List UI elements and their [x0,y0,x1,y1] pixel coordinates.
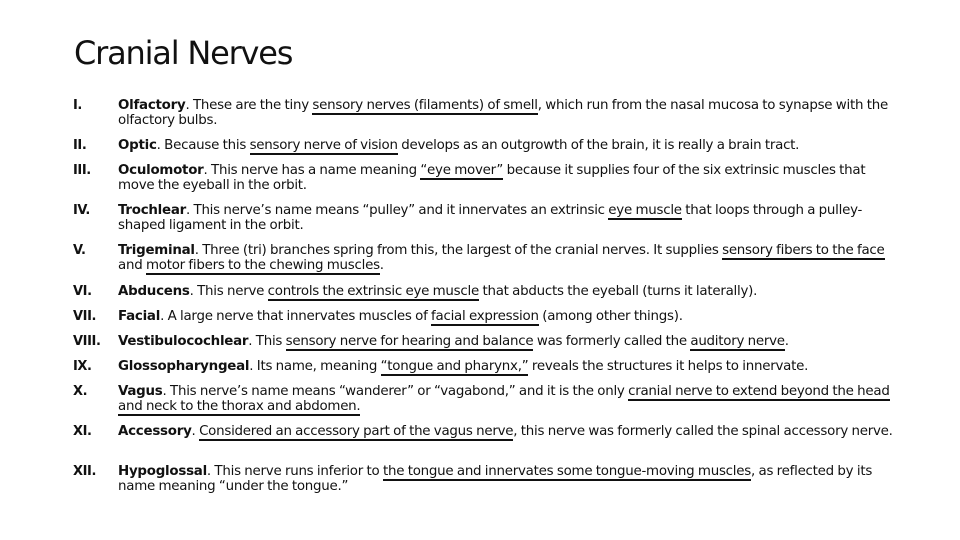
description-text: that abducts the eyeball (turns it laterally). [478,284,758,299]
nerve-name: Hypoglossal [118,464,207,479]
underlined-phrase: “tongue and pharynx,” [380,359,529,374]
nerve-description [118,359,893,374]
underlined-phrase: the tongue and innervates some tongue-moving muscles [382,464,751,479]
nerve-name: Optic [118,138,157,153]
description-text: because it supplies four of the six extrinsic muscles that move the eyeball in the orbit. [118,163,866,193]
nerve-description [118,384,893,414]
nerve-number: IV. [73,203,90,218]
nerve-description [118,464,893,494]
description-text: . Its name, meaning [249,359,381,374]
description-text: . [784,334,789,349]
nerve-name: Vagus [118,384,163,399]
nerve-name: Accessory [118,424,192,439]
nerve-description [118,163,893,193]
nerve-number: III. [73,163,91,178]
description-text: . This [248,334,286,349]
description-text: , this nerve was formerly called the spinal accessory nerve. [513,424,893,439]
nerve-name: Abducens [118,284,190,299]
description-text: . These are the tiny [185,98,313,113]
nerve-name: Oculomotor [118,163,204,178]
nerve-description [118,284,893,299]
nerve-number: XI. [73,424,92,439]
description-text: . This nerve has a name meaning [203,163,421,178]
description-text: (among other things). [538,309,683,324]
description-text: . This nerve’s name means “wanderer” or “vagabond,” and it is the only [162,384,629,399]
nerve-name: Trochlear [118,203,186,218]
nerve-number: VII. [73,309,97,324]
description-text: and [118,258,146,273]
description-text: reveals the structures it helps to innervate. [528,359,809,374]
description-text: . This nerve’s name means “pulley” and it innervates an extrinsic [186,203,609,218]
underlined-phrase: sensory nerve of vision [249,138,398,153]
nerve-number: X. [73,384,88,399]
description-text: . [379,258,384,273]
description-text: . A large nerve that innervates muscles of [160,309,432,324]
description-text: , which run from the nasal mucosa to synapse with the olfactory bulbs. [118,98,888,128]
underlined-phrase: sensory nerve for hearing and balance [285,334,534,349]
nerve-number: VI. [73,284,92,299]
nerve-number: VIII. [73,334,101,349]
underlined-phrase: sensory nerves (filaments) of smell [312,98,538,113]
underlined-phrase: cranial nerve to extend beyond the head and neck to the thorax and abdomen. [118,384,890,414]
nerve-description [118,309,893,324]
nerve-description [118,424,893,439]
nerve-number: V. [73,243,86,258]
underlined-phrase: sensory fibers to the face [722,243,885,258]
description-text: . This nerve [189,284,268,299]
nerve-number: I. [73,98,82,113]
nerve-description [118,203,893,233]
underlined-phrase: Considered an accessory part of the vagus nerve [199,424,514,439]
description-text: develops as an outgrowth of the brain, it is really a brain tract. [397,138,800,153]
nerve-name: Trigeminal [118,243,195,258]
description-text: that loops through a pulley-shaped ligament in the orbit. [118,203,863,233]
description-text: , as reflected by its name meaning “under the tongue.” [118,464,873,494]
description-text: . This nerve runs inferior to [206,464,383,479]
nerve-number: IX. [73,359,92,374]
nerve-number: II. [73,138,87,153]
underlined-phrase: controls the extrinsic eye muscle [267,284,479,299]
description-text: was formerly called the [533,334,691,349]
underlined-phrase: “eye mover” [420,163,504,178]
underlined-phrase: motor fibers to the chewing muscles [145,258,380,273]
description-text: . Because this [156,138,250,153]
description-text: . [191,424,200,439]
nerve-description [118,98,893,128]
nerve-number: XII. [73,464,97,479]
nerve-name: Glossopharyngeal [118,359,250,374]
underlined-phrase: auditory nerve [690,334,785,349]
underlined-phrase: facial expression [431,309,539,324]
underlined-phrase: eye muscle [608,203,682,218]
nerve-description [118,138,893,153]
description-text: . Three (tri) branches spring from this, the largest of the cranial nerves. It supplies [194,243,723,258]
nerve-description [118,243,893,273]
nerve-description [118,334,893,349]
nerve-name: Olfactory [118,98,186,113]
slide-title: Cranial Nerves [74,34,293,72]
nerve-name: Vestibulocochlear [118,334,249,349]
nerve-name: Facial [118,309,161,324]
